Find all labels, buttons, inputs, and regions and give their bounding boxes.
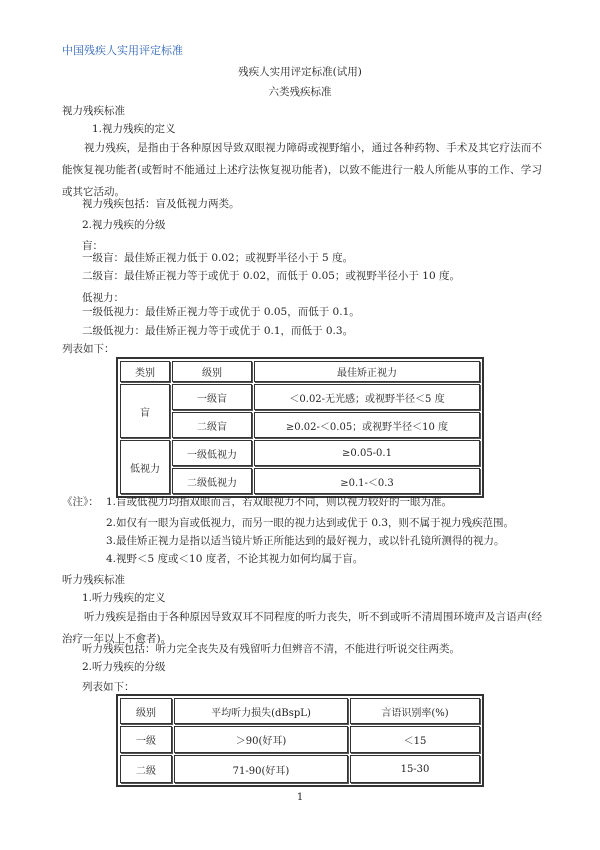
category-low-vision: 低视力 xyxy=(120,440,170,494)
table-cell: 一级 xyxy=(120,726,172,753)
vision-definition: 视力残疾，是指由于各种原因导致双眼视力障碍或视野缩小，通过各种药物、手术及其它疗法而不能恢复视功能者(或暂时不能通过上述疗法恢复视功能者)，以致不能进行一般人所能从事的工作、学习或其它活动。 xyxy=(62,142,542,198)
table-cell: 二级低视力 xyxy=(172,468,252,494)
vision-heading: 视力残疾标准 xyxy=(62,105,125,117)
hearing-def-heading: 1.听力残疾的定义 xyxy=(82,592,166,604)
hearing-includes: 听力残疾包括：听力完全丧失及有残留听力但辨音不清，不能进行听说交往两类。 xyxy=(82,643,460,655)
vision-grade-heading: 2.视力残疾的分级 xyxy=(82,219,166,231)
table-cell: ≥0.05-0.1 xyxy=(254,440,480,466)
table-header: 最佳矫正视力 xyxy=(254,361,480,382)
table-cell: 二级盲 xyxy=(172,412,252,438)
note-item: 3.最佳矫正视力是指以适当镜片矫正所能达到的最好视力，或以针孔镜所测得的视力。 xyxy=(106,535,505,547)
blind-grade-1: 一级盲：最佳矫正视力低于 0.02；或视野半径小于 5 度。 xyxy=(82,252,354,264)
hearing-table xyxy=(116,694,484,787)
table-header: 类别 xyxy=(120,361,170,382)
note-item: 2.如仅有一眼为盲或低视力，而另一眼的视力达到或优于 0.3，则不属于视力残疾范围。 xyxy=(106,517,515,529)
notes-prefix: 《注》： xyxy=(62,496,99,508)
note-item: 1.盲或低视力均指双眼而言，若双眼视力不同，则以视力较好的一眼为准。 xyxy=(106,496,453,508)
low-vision-grade-1: 一级低视力：最佳矫正视力等于或优于 0.05，而低于 0.1。 xyxy=(82,306,360,318)
table-cell: ＜0.02-无光感；或视野半径＜5 度 xyxy=(254,384,480,410)
vision-list-label: 列表如下： xyxy=(62,343,115,355)
vision-def-heading: 1.视力残疾的定义 xyxy=(92,123,176,135)
table-header: 言语识别率(%) xyxy=(350,698,480,724)
vision-table xyxy=(116,357,484,498)
page-number: 1 xyxy=(296,792,304,803)
hearing-definition: 听力残疾是指由于各种原因导致双耳不同程度的听力丧失，听不到或听不清周围环境声及言语声(经治疗一年以上不愈者)。 xyxy=(62,611,542,645)
table-header: 级别 xyxy=(172,361,252,382)
hearing-heading: 听力残疾标准 xyxy=(62,574,125,586)
table-cell: 71-90(好耳) xyxy=(174,755,348,783)
table-cell: ＞90(好耳) xyxy=(174,726,348,753)
hearing-list-label: 列表如下： xyxy=(82,681,135,693)
table-cell: ≥0.1-＜0.3 xyxy=(254,468,480,494)
table-cell: 一级盲 xyxy=(172,384,252,410)
hearing-grade-heading: 2.听力残疾的分级 xyxy=(82,661,166,673)
table-cell: ＜15 xyxy=(350,726,480,753)
page-title: 残疾人实用评定标准(试用) xyxy=(238,66,362,78)
table-cell: 二级 xyxy=(120,755,172,783)
table-header: 平均听力损失(dBspL) xyxy=(174,698,348,724)
header-link[interactable]: 中国残疾人实用评定标准 xyxy=(62,44,183,57)
table-cell: 一级低视力 xyxy=(172,440,252,466)
blind-grade-2: 二级盲：最佳矫正视力等于或优于 0.02，而低于 0.05；或视野半径小于 10 度。 xyxy=(82,270,460,282)
low-vision-label: 低视力： xyxy=(82,292,124,304)
table-cell: 15-30 xyxy=(350,755,480,783)
page-subtitle: 六类残疾标准 xyxy=(268,86,332,98)
note-item: 4.视野＜5 度或＜10 度者，不论其视力如何均属于盲。 xyxy=(106,553,364,565)
table-header: 级别 xyxy=(120,698,172,724)
blind-label: 盲： xyxy=(82,240,103,252)
category-blind: 盲 xyxy=(120,384,170,438)
table-cell: ≥0.02-＜0.05；或视野半径＜10 度 xyxy=(254,412,480,438)
low-vision-grade-2: 二级低视力：最佳矫正视力等于或优于 0.1，而低于 0.3。 xyxy=(82,325,354,337)
vision-includes: 视力残疾包括：盲及低视力两类。 xyxy=(82,198,240,210)
